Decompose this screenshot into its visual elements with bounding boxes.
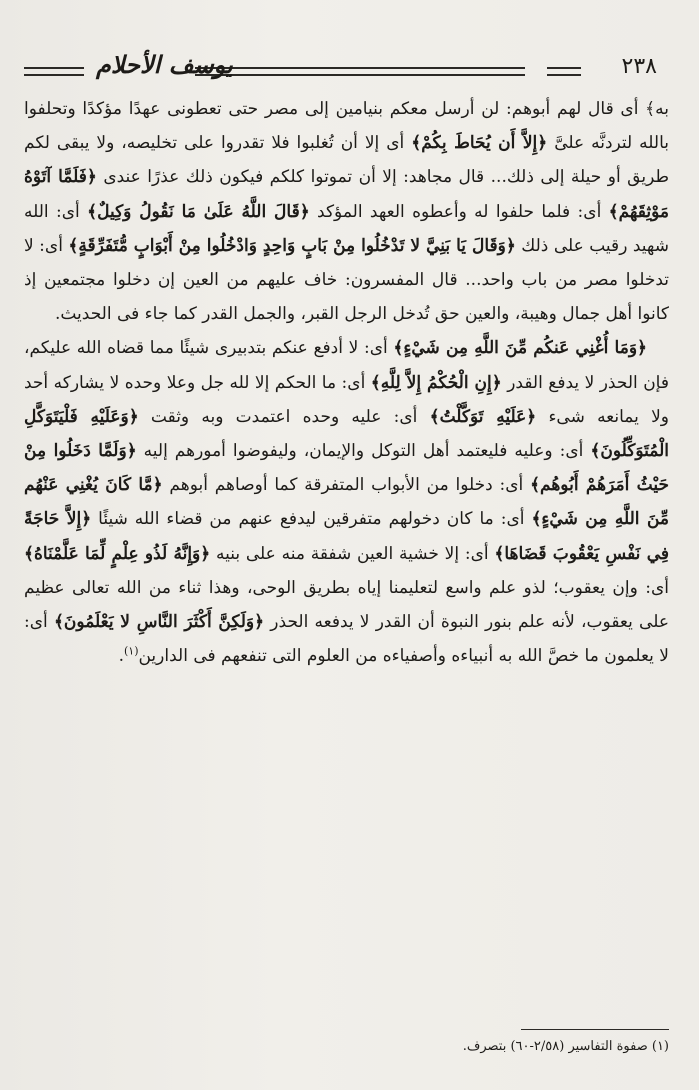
footnote-divider bbox=[521, 1029, 669, 1030]
page-number: ٢٣٨ bbox=[621, 54, 657, 79]
body-text bbox=[24, 92, 669, 673]
quran-quote: ﴿مَّا كَانَ يُغْنِي عَنْهُم مِّنَ اللَّهِ مِن شَيْءٍ﴾ bbox=[24, 475, 670, 530]
text-segment: أى: إلا خشية العين شفقة منه على بنيه bbox=[210, 543, 495, 564]
quran-quote: ﴿وَلَكِنَّ أَكْثَرَ النَّاسِ لا يَعْلَمُونَ﴾ bbox=[53, 612, 265, 633]
text-segment: أى: لا أدفع عنكم بتدبيرى شيئًا مما قضاه الله عليكم، فإن الحذر لا يدفع القدر bbox=[24, 338, 669, 393]
quran-quote: ﴿قَالَ اللَّهُ عَلَىٰ مَا نَقُولُ وَكِيلٌ﴾ bbox=[87, 201, 310, 222]
quran-quote: ﴿عَلَيْهِ تَوَكَّلْتُ﴾ bbox=[429, 406, 537, 427]
text-segment: أى إلا أن تُغلبوا فلا تقدروا على تخليصه، ولا يبقى لكم طريق أو حيلة إلى ذلك... قال مجاهد: إلا أن تموتوا كلكم فيكون ذلك عذرًا عندى bbox=[24, 133, 669, 188]
quran-quote: ﴿وَلَمَّا دَخَلُوا مِنْ حَيْثُ أَمَرَهُمْ أَبُوهُم﴾ bbox=[24, 441, 669, 496]
text-segment: أى: فلما حلفوا له وأعطوه العهد المؤكد bbox=[309, 201, 609, 222]
footnote: (١) صفوة التفاسير (٢/٥٨-٦٠) بتصرف. bbox=[462, 1039, 669, 1054]
quran-quote: ﴿إِلاَّ أَن يُحَاطَ بِكُمْ﴾ bbox=[411, 133, 548, 154]
paragraph-1 bbox=[24, 92, 669, 331]
paragraph-2 bbox=[24, 331, 669, 673]
text-segment: أى: الله شهيد رقيب على ذلك bbox=[24, 201, 669, 256]
footnote-reference: (١) bbox=[123, 644, 139, 658]
text-segment: به﴾ أى قال لهم أبوهم: لن أرسل معكم بنيامين إلى مصر حتى تعطونى عهدًا مؤكدًا وتحلفوا بالله لتردنَّه علىَّ bbox=[24, 99, 670, 154]
quran-quote: ﴿وَعَلَيْهِ فَلْيَتَوَكَّلِ الْمُتَوَكِّلُونَ﴾ bbox=[24, 406, 669, 462]
text-segment: أى: وعليه فليعتمد أهل التوكل والإيمان، وليفوضوا أمورهم إليه bbox=[136, 441, 591, 462]
text-segment: . bbox=[118, 646, 124, 667]
running-title: يوسف الأحلام bbox=[96, 50, 233, 79]
text-segment: أى: دخلوا من الأبواب المتفرقة كما أوصاهم أبوهم bbox=[162, 475, 531, 496]
quran-quote: ﴿وَمَا أُغْنِي عَنكُم مِّنَ اللَّهِ مِن شَيْءٍ﴾ bbox=[393, 338, 647, 359]
text-segment: أى: لا تدخلوا مصر من باب واحد... قال المفسرون: خاف عليهم من العين إن دخلوا مجتمعين إذ كانوا أهل جمال وهيبة، والعين حق تُدخل الرجل القبر، والجمل القدر كما جاء فى الحديث. bbox=[24, 235, 669, 325]
text-segment: أى: ما كان دخولهم متفرقين ليدفع عنهم من قضاء الله شيئًا bbox=[91, 509, 532, 530]
text-segment: أى: ما الحكم إلا لله جل وعلا وحده لا يشاركه أحد ولا يمانعه شىء bbox=[24, 372, 669, 427]
header-rule-right bbox=[547, 67, 581, 76]
quran-quote: ﴿وَإِنَّهُ لَذُو عِلْمٍ لِّمَا عَلَّمْنَاهُ﴾ bbox=[24, 543, 211, 564]
header-rule-middle bbox=[195, 67, 525, 76]
quran-quote: ﴿إِنِ الْحُكْمُ إِلاَّ لِلَّهِ﴾ bbox=[370, 372, 502, 393]
quran-quote: ﴿وَقَالَ يَا بَنِيَّ لا تَدْخُلُوا مِنْ بَابٍ وَاحِدٍ وَادْخُلُوا مِنْ أَبْوَابٍ مُّتَفَرِّقَةٍ﴾ bbox=[68, 235, 516, 256]
quran-quote: ﴿إِلاَّ حَاجَةً فِي نَفْسِ يَعْقُوبَ قَضَاهَا﴾ bbox=[24, 509, 669, 564]
header-rule-left bbox=[24, 67, 84, 76]
page-header bbox=[24, 52, 675, 92]
text-segment: أى: عليه وحده اعتمدت وبه وثقت bbox=[138, 406, 430, 427]
quran-quote: ﴿فَلَمَّا آتَوْهُ مَوْثِقَهُمْ﴾ bbox=[24, 167, 669, 222]
text-segment: أى: وإن يعقوب؛ لذو علم واسع لتعليمنا إياه بطريق الوحى، وهذا ثناء من الله تعالى عظيم على يعقوب، لأنه علم بنور النبوة أن القدر لا يدفعه الحذر bbox=[24, 577, 669, 633]
text-segment: أى: لا يعلمون ما خصَّ الله به أنبياءه وأصفياءه من العلوم التى تنفعهم فى الدارين bbox=[24, 612, 669, 667]
